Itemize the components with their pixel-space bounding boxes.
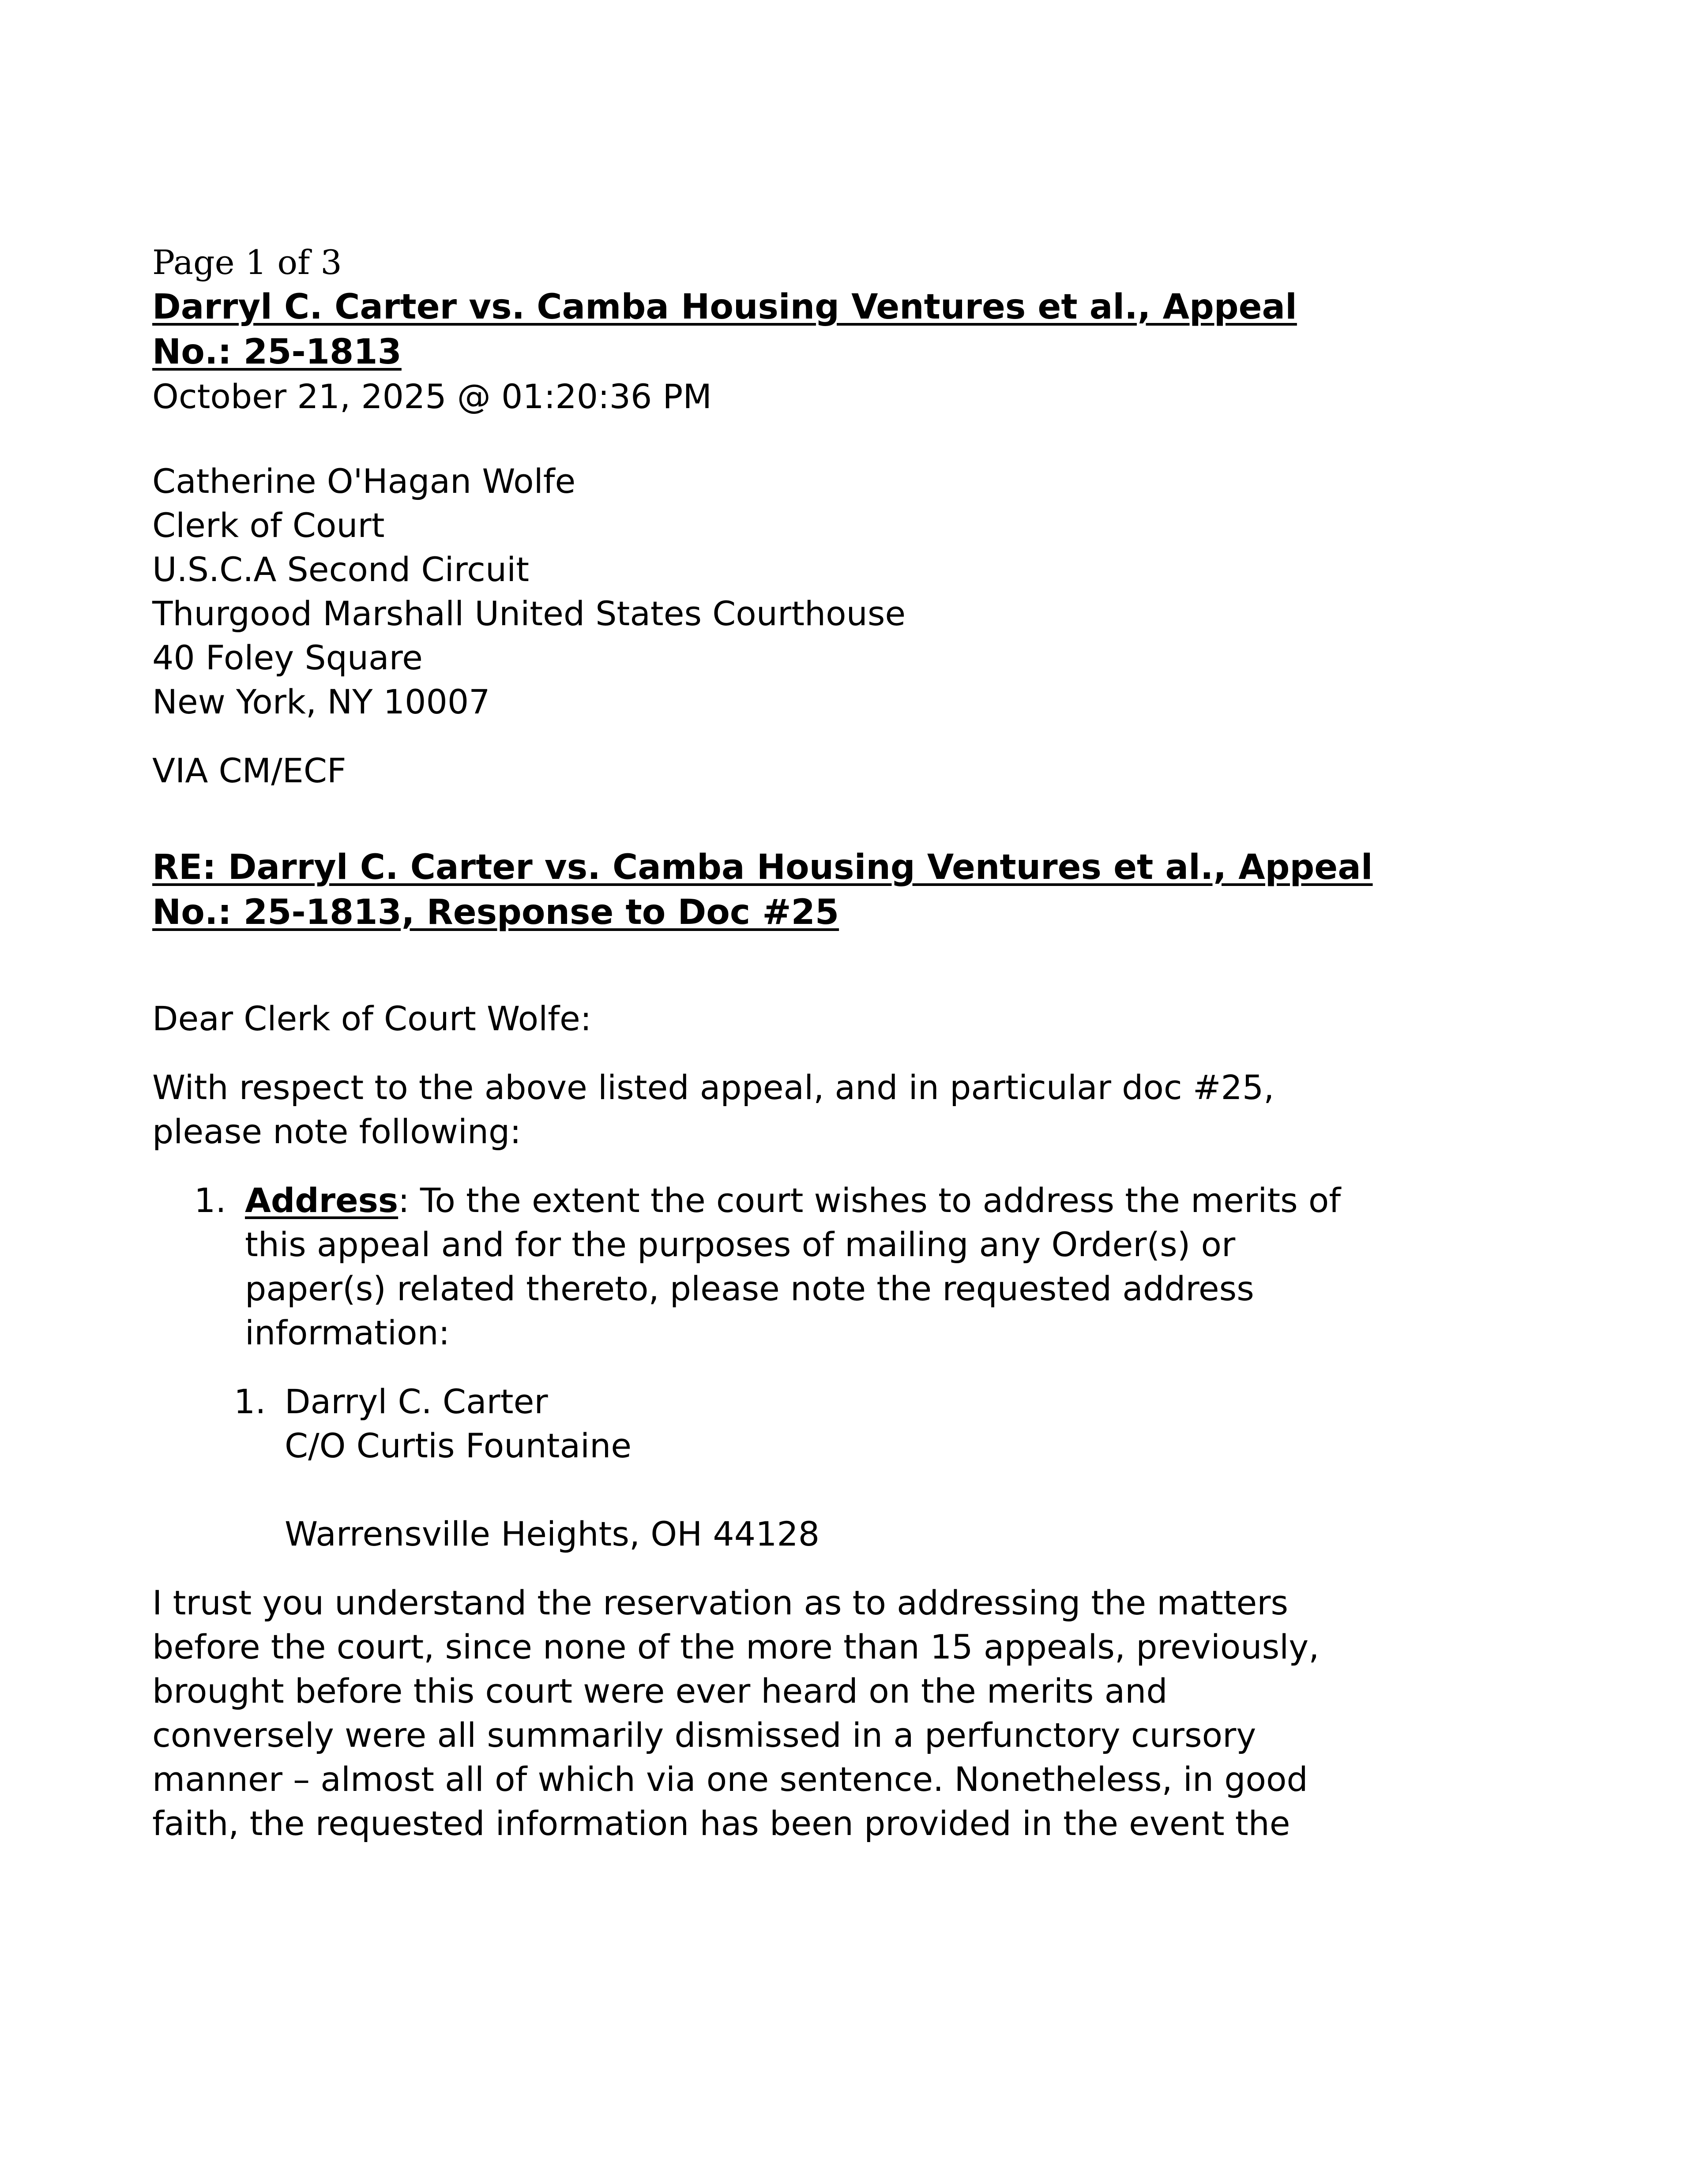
mailing-street-redacted [285, 1468, 1525, 1512]
re-subject-line-1: RE: Darryl C. Carter vs. Camba Housing Ventures et al., Appeal [152, 848, 1373, 887]
spacer [152, 1355, 1525, 1380]
salutation: Dear Clerk of Court Wolfe: [152, 999, 592, 1038]
closing-paragraph-line-5: manner – almost all of which via one sentence. Nonetheless, in good [152, 1760, 1308, 1799]
closing-paragraph-line-6: faith, the requested information has been provided in the event the [152, 1804, 1290, 1843]
closing-paragraph-line-4: conversely were all summarily dismissed in a perfunctory cursory [152, 1715, 1256, 1755]
page-number-label: Page 1 of 3 [152, 243, 342, 282]
recipient-title: Clerk of Court [152, 506, 385, 545]
spacer [152, 724, 1525, 749]
recipient-address-block [152, 459, 1525, 724]
re-subject-line-2: No.: 25-1813, Response to Doc #25 [152, 893, 839, 932]
closing-paragraph [152, 1581, 1525, 1846]
address-sublist [234, 1380, 1525, 1556]
recipient-building: Thurgood Marshall United States Courthouse [152, 594, 906, 633]
delivery-method: VIA CM/ECF [152, 751, 346, 790]
address-sublist-item [234, 1380, 1525, 1556]
intro-paragraph-line-1: With respect to the above listed appeal, and in particular doc #25, [152, 1068, 1274, 1107]
closing-paragraph-line-2: before the court, since none of the more than 15 appeals, previously, [152, 1627, 1320, 1666]
list-item-address [152, 1178, 1525, 1355]
intro-paragraph-line-2: please note following: [152, 1112, 521, 1151]
address-label: Address [245, 1181, 399, 1220]
mailing-city-state-zip: Warrensville Heights, OH 44128 [285, 1514, 820, 1554]
spacer [152, 793, 1525, 845]
list-item-first-line [245, 1178, 1525, 1223]
closing-paragraph-line-3: brought before this court were ever heard on the merits and [152, 1671, 1168, 1711]
address-sublist-marker: 1. [234, 1382, 266, 1421]
intro-paragraph [152, 1066, 1525, 1154]
document-body [152, 240, 1525, 1846]
case-title-line-2: No.: 25-1813 [152, 332, 402, 372]
address-label-suffix: : To the extent the court wishes to address the merits of [398, 1181, 1341, 1220]
spacer [152, 419, 1525, 459]
list-item-line-4: information: [245, 1313, 450, 1352]
recipient-name: Catherine O'Hagan Wolfe [152, 462, 576, 501]
re-subject-heading [152, 845, 1525, 935]
spacer [152, 1556, 1525, 1581]
closing-paragraph-line-1: I trust you understand the reservation as to addressing the matters [152, 1583, 1289, 1622]
mailing-care-of: C/O Curtis Fountaine [285, 1426, 632, 1465]
list-item-marker: 1. [194, 1181, 226, 1220]
mailing-name: Darryl C. Carter [285, 1382, 548, 1421]
spacer [152, 935, 1525, 997]
list-item-line-2: this appeal and for the purposes of mailing any Order(s) or [245, 1225, 1236, 1264]
spacer [152, 1154, 1525, 1178]
list-item-line-3: paper(s) related thereto, please note the requested address [245, 1269, 1254, 1308]
recipient-court: U.S.C.A Second Circuit [152, 550, 530, 589]
recipient-street: 40 Foley Square [152, 638, 423, 677]
recipient-city-state-zip: New York, NY 10007 [152, 682, 490, 721]
spacer [152, 1041, 1525, 1066]
numbered-list [152, 1178, 1525, 1355]
document-timestamp: October 21, 2025 @ 01:20:36 PM [152, 377, 712, 416]
case-title-heading [152, 285, 1525, 375]
case-title-line-1: Darryl C. Carter vs. Camba Housing Ventures et al., Appeal [152, 287, 1297, 327]
